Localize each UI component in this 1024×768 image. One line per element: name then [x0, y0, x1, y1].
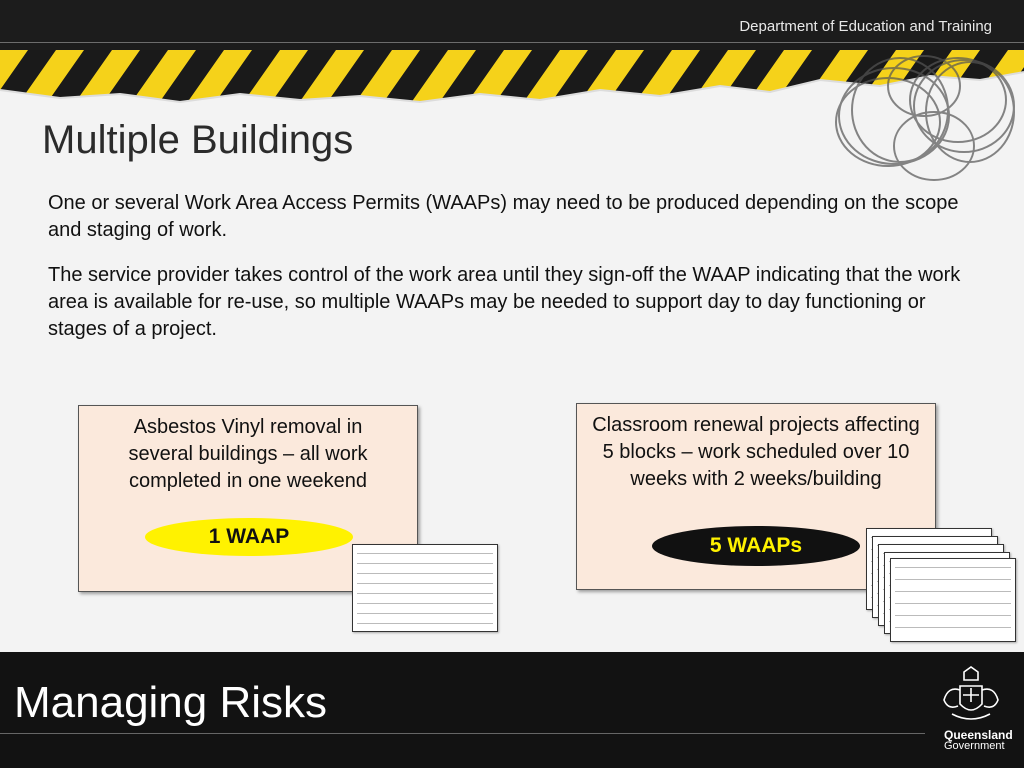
permit-form-thumbnail-stack-5 — [890, 558, 1016, 642]
queensland-crest-icon — [934, 664, 1008, 728]
queensland-government-logo — [944, 730, 1013, 752]
footer-title: Managing Risks — [14, 678, 328, 727]
footer-divider — [0, 733, 925, 734]
government-name-line-1: Queensland — [944, 728, 1013, 742]
example-text-2: Classroom renewal projects affecting 5 blocks – work scheduled over 10 weeks with 2 weeks/building — [592, 414, 920, 490]
waap-count-badge-2: 5 WAAPs — [652, 526, 860, 566]
header-divider — [0, 42, 1024, 43]
paragraph-1: One or several Work Area Access Permits (WAAPs) may need to be produced depending on the scope and staging of work. — [48, 192, 959, 241]
waap-count-badge-1: 1 WAAP — [145, 518, 353, 556]
department-name: Department of Education and Training — [739, 18, 992, 35]
example-text-1: Asbestos Vinyl removal in several buildings – all work completed in one weekend — [128, 416, 368, 492]
slide-title: Multiple Buildings — [42, 118, 354, 162]
government-name-line-2: Government — [944, 740, 1005, 752]
paragraph-2: The service provider takes control of the work area until they sign-off the WAAP indicating that the work area is available for re-use, so multiple WAAPs may be needed to support day to day functioning or stages of a project. — [48, 264, 961, 340]
coiled-wire-decoration — [814, 46, 1024, 196]
permit-form-thumbnail — [352, 544, 498, 632]
